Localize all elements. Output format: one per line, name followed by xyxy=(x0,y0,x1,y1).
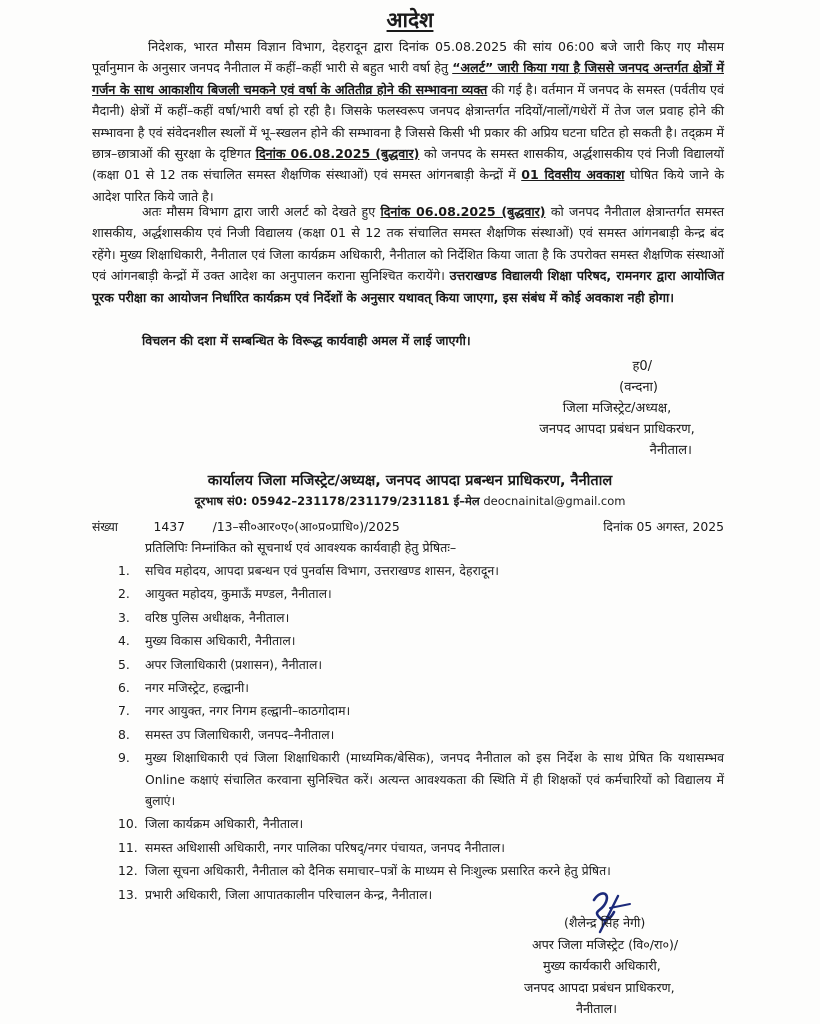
recipient-text: अपर जिलाधिकारी (प्रशासन), नैनीताल। xyxy=(145,656,323,672)
recipient-item xyxy=(118,860,724,881)
para2-text-2: को जनपद नैनीताल क्षेत्रान्तर्गत समस्त शासकीय, अर्द्धशासकीय एवं निजी विद्यालय (कक्षा 01 से 12 तक संचालित समस्त शैक्षणिक संस्थाओं) एवं समस्त आंगनबाड़ी केन्द्र बंद रहेंगे। मुख्य शिक्षाधिकारी, नैनीताल एवं जिला कार्यक्रम अधिकारी, नैनीताल को निर्देशित किया जाता है कि उपरोक्त समस्त शैक्षणिक संस्थाओं एवं आंगनबाड़ी केन्द्रों में उक्त आदेश का अनुपालन कराना सुनिश्चित करायेंगे। xyxy=(92,204,724,284)
recipient-number: 6. xyxy=(118,680,130,696)
signatory-name: (वन्दना) xyxy=(619,380,658,395)
recipient-item xyxy=(118,677,724,698)
para1-text-4: घोषित किये जाने के आदेश पारित किये जाते है। xyxy=(92,167,724,204)
document-title: आदेश xyxy=(386,8,434,32)
para1-alert-bold: “अलर्ट” जारी किया गया है जिससे जनपद अन्तर्गत क्षेत्रों में गर्जन के साथ आकाशीय बिजली चमकने एवं वर्षा के अतितीव्र होने की सम्भावना व्यक्त xyxy=(92,60,724,97)
para1-text-3: को जनपद के समस्त शासकीय, अर्द्धशासकीय एवं निजी विद्यालयों (कक्षा 01 से 12 तक संचालित समस्त शैक्षणिक संस्थाओं) एवं समस्त आंगनबाड़ी केन्द्रों में xyxy=(92,146,724,183)
signatory-designation-1: जिला मजिस्ट्रेट/अध्यक्ष, xyxy=(562,401,672,416)
contact-line xyxy=(0,494,820,509)
recipient-number: 8. xyxy=(118,726,130,742)
recipient-text: मुख्य शिक्षाधिकारी एवं जिला शिक्षाधिकारी (माध्यमिक/बेसिक), जनपद नैनीताल को इस निर्देश के साथ प्रेषित कि यथासम्भव Online कक्षाएं संचालित करवाना सुनिश्चित करें। अत्यन्त आवश्यकता की स्थिति में ही शिक्षकों एवं कर्मचारियों को विद्यालय में बुलाएं। xyxy=(145,750,724,809)
para2-exam-bold: उत्तराखण्ड विद्यालयी शिक्षा परिषद, रामनगर द्वारा आयोजित पूरक परीक्षा का आयोजन निर्धारित कार्यक्रम एवं निर्देशों के अनुसार यथावत् किया जाएगा, इस संबंध में कोई अवकाश नही होगा। xyxy=(92,268,725,305)
phone-numbers: दूरभाष सं0: 05942–231178/231179/231181 ई–मेल xyxy=(194,494,480,508)
para1-text-1: निदेशक, भारत मौसम विज्ञान विभाग, देहरादून द्वारा दिनांक 05.08.2025 की सांय 06:00 बजे जारी किए गए मौसम पूर्वानुमान के अनुसार जनपद नैनीताल में कहीं–कहीं भारी से बहुत भारी वर्षा हेतु xyxy=(92,39,724,76)
para2-date-bold: दिनांक 06.08.2025 (बुद्धवार) xyxy=(380,204,546,219)
reference-number: संख्या 1437 /13–सी०आर०ए०(आ०प्र०प्राधि०)/2025 xyxy=(92,519,400,534)
recipient-list xyxy=(118,560,724,907)
recipient-text: मुख्य विकास अधिकारी, नैनीताल। xyxy=(145,633,296,649)
recipient-number: 7. xyxy=(118,703,130,719)
recipient-item xyxy=(118,560,724,581)
para1-text-2: की गई है। वर्तमान में जनपद के समस्त (पर्वतीय एवं मैदानी) क्षेत्रों में कहीं–कहीं वर्षा/भारी वर्षा हो रही है। जिसके फलस्वरूप जनपद क्षेत्रान्तर्गत नदियों/नालों/गधेरों में तेज जल प्रवाह होने की सम्भावना है एवं संवेदनशील स्थलों में भू–स्खलन होने की सम्भावना है जिससे किसी भी प्रकार की अप्रिय घटना घटित हो सकती है। तद्क्रम में छात्र–छात्राओं की सुरक्षा के दृष्टिगत xyxy=(92,81,724,162)
recipient-number: 3. xyxy=(118,609,130,625)
recipient-item xyxy=(118,837,724,858)
recipient-item xyxy=(118,607,724,628)
office-heading: कार्यालय जिला मजिस्ट्रेट/अध्यक्ष, जनपद आपदा प्रबन्धन प्राधिकरण, नैनीताल xyxy=(207,473,613,489)
recipient-item xyxy=(118,654,724,675)
recipient-text: समस्त उप जिलाधिकारी, जनपद–नैनीताल। xyxy=(145,726,335,742)
recipient-number: 10. xyxy=(118,816,138,832)
signatory-designation-2: जनपद आपदा प्रबंधन प्राधिकरण, xyxy=(539,422,695,437)
adm-designation-2: मुख्य कार्यकारी अधिकारी, xyxy=(543,958,661,974)
order-paragraph-2 xyxy=(92,201,724,308)
order-paragraph-1 xyxy=(92,36,724,207)
para2-text-1: अतः मौसम विभाग द्वारा जारी अलर्ट को देखते हुए xyxy=(142,204,381,219)
recipient-text: आयुक्त महोदय, कुमाऊँ मण्डल, नैनीताल। xyxy=(145,586,332,602)
adm-name: (शैलेन्द्र सिंह नेगी) xyxy=(564,915,646,930)
recipient-text: जिला सूचना अधिकारी, नैनीताल को दैनिक समाचार–पत्रों के माध्यम से निःशुल्क प्रसारित करने हेतु प्रेषित। xyxy=(145,863,611,879)
recipient-item xyxy=(118,583,724,604)
recipient-item xyxy=(118,813,724,834)
recipient-item xyxy=(118,630,724,651)
para1-holiday-bold: 01 दिवसीय अवकाश xyxy=(521,167,625,183)
signature-block-dm xyxy=(512,356,722,461)
adm-designation-1: अपर जिला मजिस्ट्रेट (वि०/रा०)/ xyxy=(532,936,679,952)
deviation-notice: विचलन की दशा में सम्बन्धित के विरूद्ध कार्यवाही अमल में लाई जाएगी। xyxy=(142,333,471,348)
recipient-text: नगर मजिस्ट्रेट, हल्द्वानी। xyxy=(145,680,249,696)
signatory-place: नैनीताल। xyxy=(649,443,692,458)
recipient-number: 13. xyxy=(118,886,138,902)
recipient-number: 9. xyxy=(118,750,130,766)
recipient-number: 11. xyxy=(118,839,138,855)
para1-date-bold: दिनांक 06.08.2025 (बुद्धवार) xyxy=(255,146,420,162)
recipient-number: 12. xyxy=(118,863,138,879)
recipient-text: नगर आयुक्त, नगर निगम हल्द्वानी–काठगोदाम। xyxy=(145,703,351,719)
recipient-item xyxy=(118,700,724,721)
recipient-text: जिला कार्यक्रम अधिकारी, नैनीताल। xyxy=(145,816,304,832)
recipient-text: सचिव महोदय, आपदा प्रबन्धन एवं पुनर्वास विभाग, उत्तराखण्ड शासन, देहरादून। xyxy=(145,563,499,578)
recipient-number: 5. xyxy=(118,656,130,672)
recipient-text: समस्त अधिशासी अधिकारी, नगर पालिका परिषद्/नगर पंचायत, जनपद नैनीताल। xyxy=(145,839,505,855)
recipient-item xyxy=(118,724,724,745)
email-address: deocnainital@gmail.com xyxy=(483,494,626,508)
recipient-text: वरिष्ठ पुलिस अधीक्षक, नैनीताल। xyxy=(145,609,290,625)
recipient-number: 4. xyxy=(118,633,130,649)
adm-place: नैनीताल। xyxy=(576,1001,617,1017)
reference-line xyxy=(92,518,724,535)
order-paragraph-3 xyxy=(92,330,724,351)
copy-to-heading: प्रतिलिपिः निम्नांकित को सूचनार्थ एवं आवश्यक कार्यवाही हेतु प्रेषितः– xyxy=(145,540,457,555)
recipient-number: 2. xyxy=(118,586,130,602)
recipient-item xyxy=(118,747,724,811)
recipient-text: प्रभारी अधिकारी, जिला आपातकालीन परिचालन केन्द्र, नैनीताल। xyxy=(145,886,433,902)
signed-mark: ह0/ xyxy=(632,359,652,374)
adm-designation-3: जनपद आपदा प्रबंधन प्राधिकरण, xyxy=(524,979,675,995)
signature-block-adm xyxy=(520,912,740,1020)
reference-date: दिनांक 05 अगस्त, 2025 xyxy=(603,519,724,534)
recipient-number: 1. xyxy=(118,563,130,578)
